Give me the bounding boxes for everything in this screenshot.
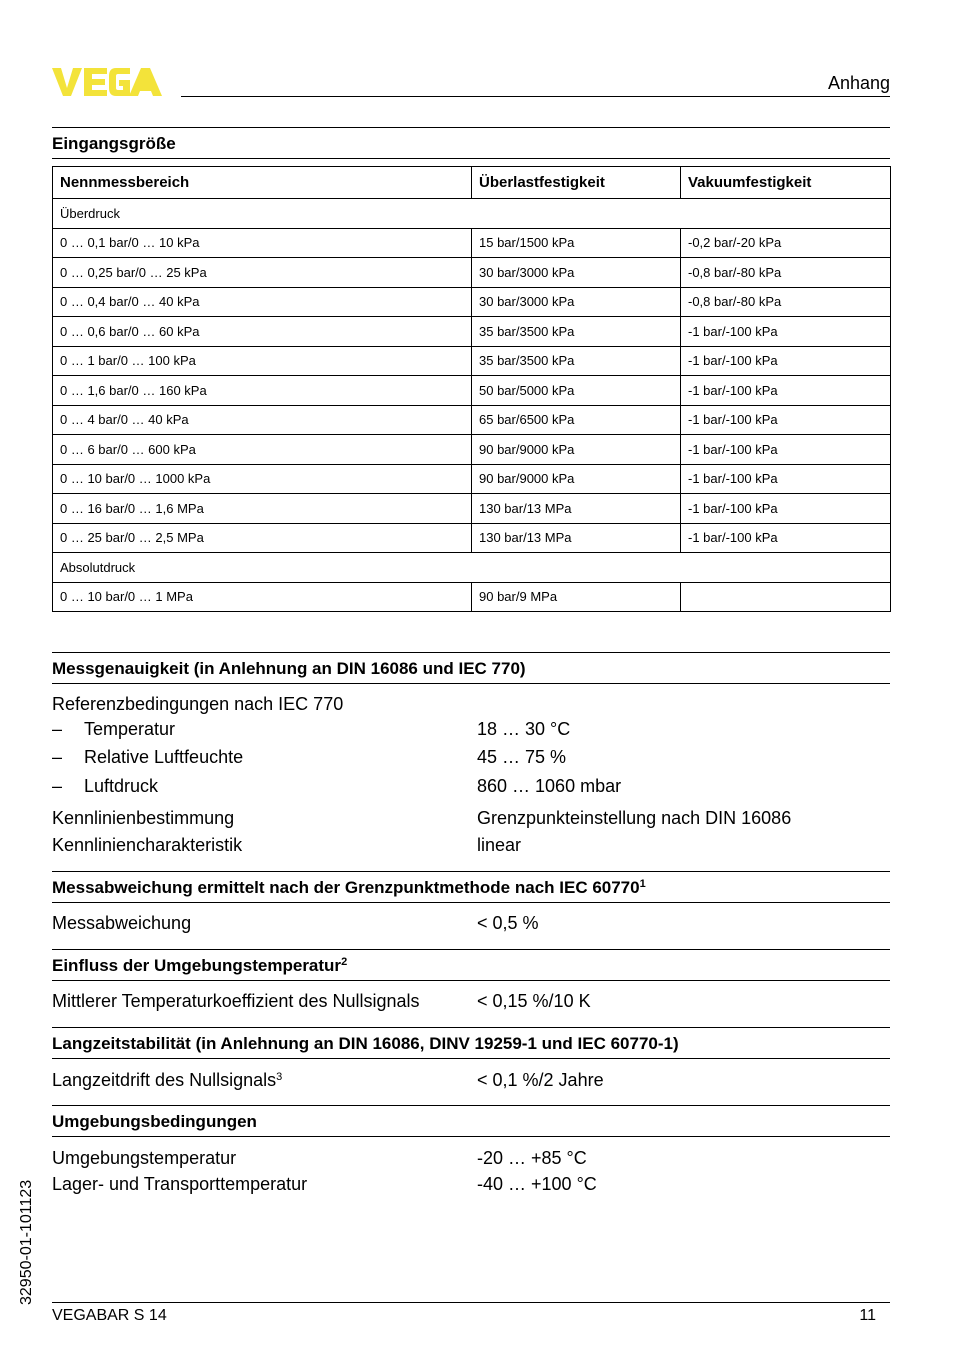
section-title-accuracy: Messgenauigkeit (in Anlehnung an DIN 16086 und IEC 770) xyxy=(52,652,890,684)
table-cell: -1 bar/-100 kPa xyxy=(681,405,891,435)
table-cell: 0 … 4 bar/0 … 40 kPa xyxy=(53,405,472,435)
footer-product: VEGABAR S 14 xyxy=(52,1307,167,1324)
long-term-drift-row: Langzeitdrift des Nullsignals$^3$ < 0,1 %/2 Jahre xyxy=(52,1070,604,1090)
vega-logo xyxy=(52,66,170,98)
header-rule xyxy=(181,96,890,97)
table-cell: 35 bar/3500 kPa xyxy=(472,346,681,376)
table-cell: 0 … 0,4 bar/0 … 40 kPa xyxy=(53,287,472,317)
header-section-title: Anhang xyxy=(827,73,890,93)
section-title-ambient-conditions: Umgebungsbedingungen xyxy=(52,1105,890,1137)
table-row xyxy=(53,435,891,465)
storage-temperature-row: Lager- und Transporttemperatur -40 … +100 °C xyxy=(52,1174,597,1194)
table-header-row xyxy=(53,167,891,199)
table-cell: 50 bar/5000 kPa xyxy=(472,376,681,406)
table-cell: -1 bar/-100 kPa xyxy=(681,435,891,465)
curve-determination-row: Kennlinienbestimmung Grenzpunkteinstellung nach DIN 16086 xyxy=(52,808,792,828)
footer-page-number: 11 xyxy=(859,1307,876,1324)
table-cell: -0,8 bar/-80 kPa xyxy=(681,287,891,317)
table-row xyxy=(53,582,891,612)
table-cell xyxy=(681,582,891,612)
table-cell: 90 bar/9 MPa xyxy=(472,582,681,612)
table-cell: -0,2 bar/-20 kPa xyxy=(681,228,891,258)
table-row xyxy=(53,405,891,435)
table-cell: 0 … 10 bar/0 … 1000 kPa xyxy=(53,464,472,494)
table-row xyxy=(53,228,891,258)
table-cell: 30 bar/3000 kPa xyxy=(472,258,681,288)
table-cell: 0 … 10 bar/0 … 1 MPa xyxy=(53,582,472,612)
table-cell: 0 … 0,6 bar/0 … 60 kPa xyxy=(53,317,472,347)
table-cell: 0 … 0,25 bar/0 … 25 kPa xyxy=(53,258,472,288)
table-cell: -1 bar/-100 kPa xyxy=(681,494,891,524)
section-title-input: Eingangsgröße xyxy=(52,127,890,159)
footer-rule xyxy=(52,1302,890,1303)
table-cell: 30 bar/3000 kPa xyxy=(472,287,681,317)
document-code: 32950-01-101123 xyxy=(18,1179,35,1305)
table-cell: 0 … 16 bar/0 … 1,6 MPa xyxy=(53,494,472,524)
table-cell: -1 bar/-100 kPa xyxy=(681,523,891,553)
humidity-row: – Relative Luftfeuchte 45 … 75 % xyxy=(52,747,567,767)
table-row xyxy=(53,317,891,347)
table-cell: -1 bar/-100 kPa xyxy=(681,317,891,347)
table-cell: -1 bar/-100 kPa xyxy=(681,464,891,494)
table-cell: 0 … 0,1 bar/0 … 10 kPa xyxy=(53,228,472,258)
table-row xyxy=(53,494,891,524)
table-cell: -0,8 bar/-80 kPa xyxy=(681,258,891,288)
table-cell: 0 … 1,6 bar/0 … 160 kPa xyxy=(53,376,472,406)
table-cell: 90 bar/9000 kPa xyxy=(472,464,681,494)
table-group-row xyxy=(53,553,891,583)
table-cell: 0 … 25 bar/0 … 2,5 MPa xyxy=(53,523,472,553)
table-row xyxy=(53,523,891,553)
pressure-range-table xyxy=(52,166,891,612)
curve-characteristic-row: Kennliniencharakteristik linear xyxy=(52,835,522,855)
table-group-label: Absolutdruck xyxy=(53,553,891,583)
table-row xyxy=(53,287,891,317)
section-title-ambient-influence: Einfluss der Umgebungstemperatur$^2$ xyxy=(52,949,890,981)
table-header-cell: Überlastfestigkeit xyxy=(472,167,681,199)
table-row xyxy=(53,464,891,494)
table-header-cell: Vakuumfestigkeit xyxy=(681,167,891,199)
table-cell: 130 bar/13 MPa xyxy=(472,523,681,553)
table-cell: 35 bar/3500 kPa xyxy=(472,317,681,347)
section-title-deviation: Messabweichung ermittelt nach der Grenzpunktmethode nach IEC 60770$^1$ xyxy=(52,871,890,903)
table-cell: 0 … 1 bar/0 … 100 kPa xyxy=(53,346,472,376)
table-cell: 65 bar/6500 kPa xyxy=(472,405,681,435)
table-row xyxy=(53,376,891,406)
table-cell: 130 bar/13 MPa xyxy=(472,494,681,524)
table-cell: 0 … 6 bar/0 … 600 kPa xyxy=(53,435,472,465)
reference-conditions-row: Referenzbedingungen nach IEC 770 xyxy=(52,694,344,714)
table-cell: 15 bar/1500 kPa xyxy=(472,228,681,258)
table-cell: -1 bar/-100 kPa xyxy=(681,376,891,406)
table-cell: -1 bar/-100 kPa xyxy=(681,346,891,376)
section-title-long-term: Langzeitstabilität (in Anlehnung an DIN 16086, DINV 19259-1 und IEC 60770-1) xyxy=(52,1027,890,1059)
table-group-row xyxy=(53,199,891,229)
table-header-cell: Nennmessbereich xyxy=(53,167,472,199)
temperature-coefficient-row: Mittlerer Temperaturkoeffizient des Nullsignals < 0,15 %/10 K xyxy=(52,991,591,1011)
table-group-label: Überdruck xyxy=(53,199,891,229)
deviation-row: Messabweichung < 0,5 % xyxy=(52,913,539,933)
temperature-row: – Temperatur 18 … 30 °C xyxy=(52,719,571,739)
ambient-temperature-row: Umgebungstemperatur -20 … +85 °C xyxy=(52,1148,587,1168)
table-row xyxy=(53,258,891,288)
table-cell: 90 bar/9000 kPa xyxy=(472,435,681,465)
table-row xyxy=(53,346,891,376)
air-pressure-row: – Luftdruck 860 … 1060 mbar xyxy=(52,776,622,796)
